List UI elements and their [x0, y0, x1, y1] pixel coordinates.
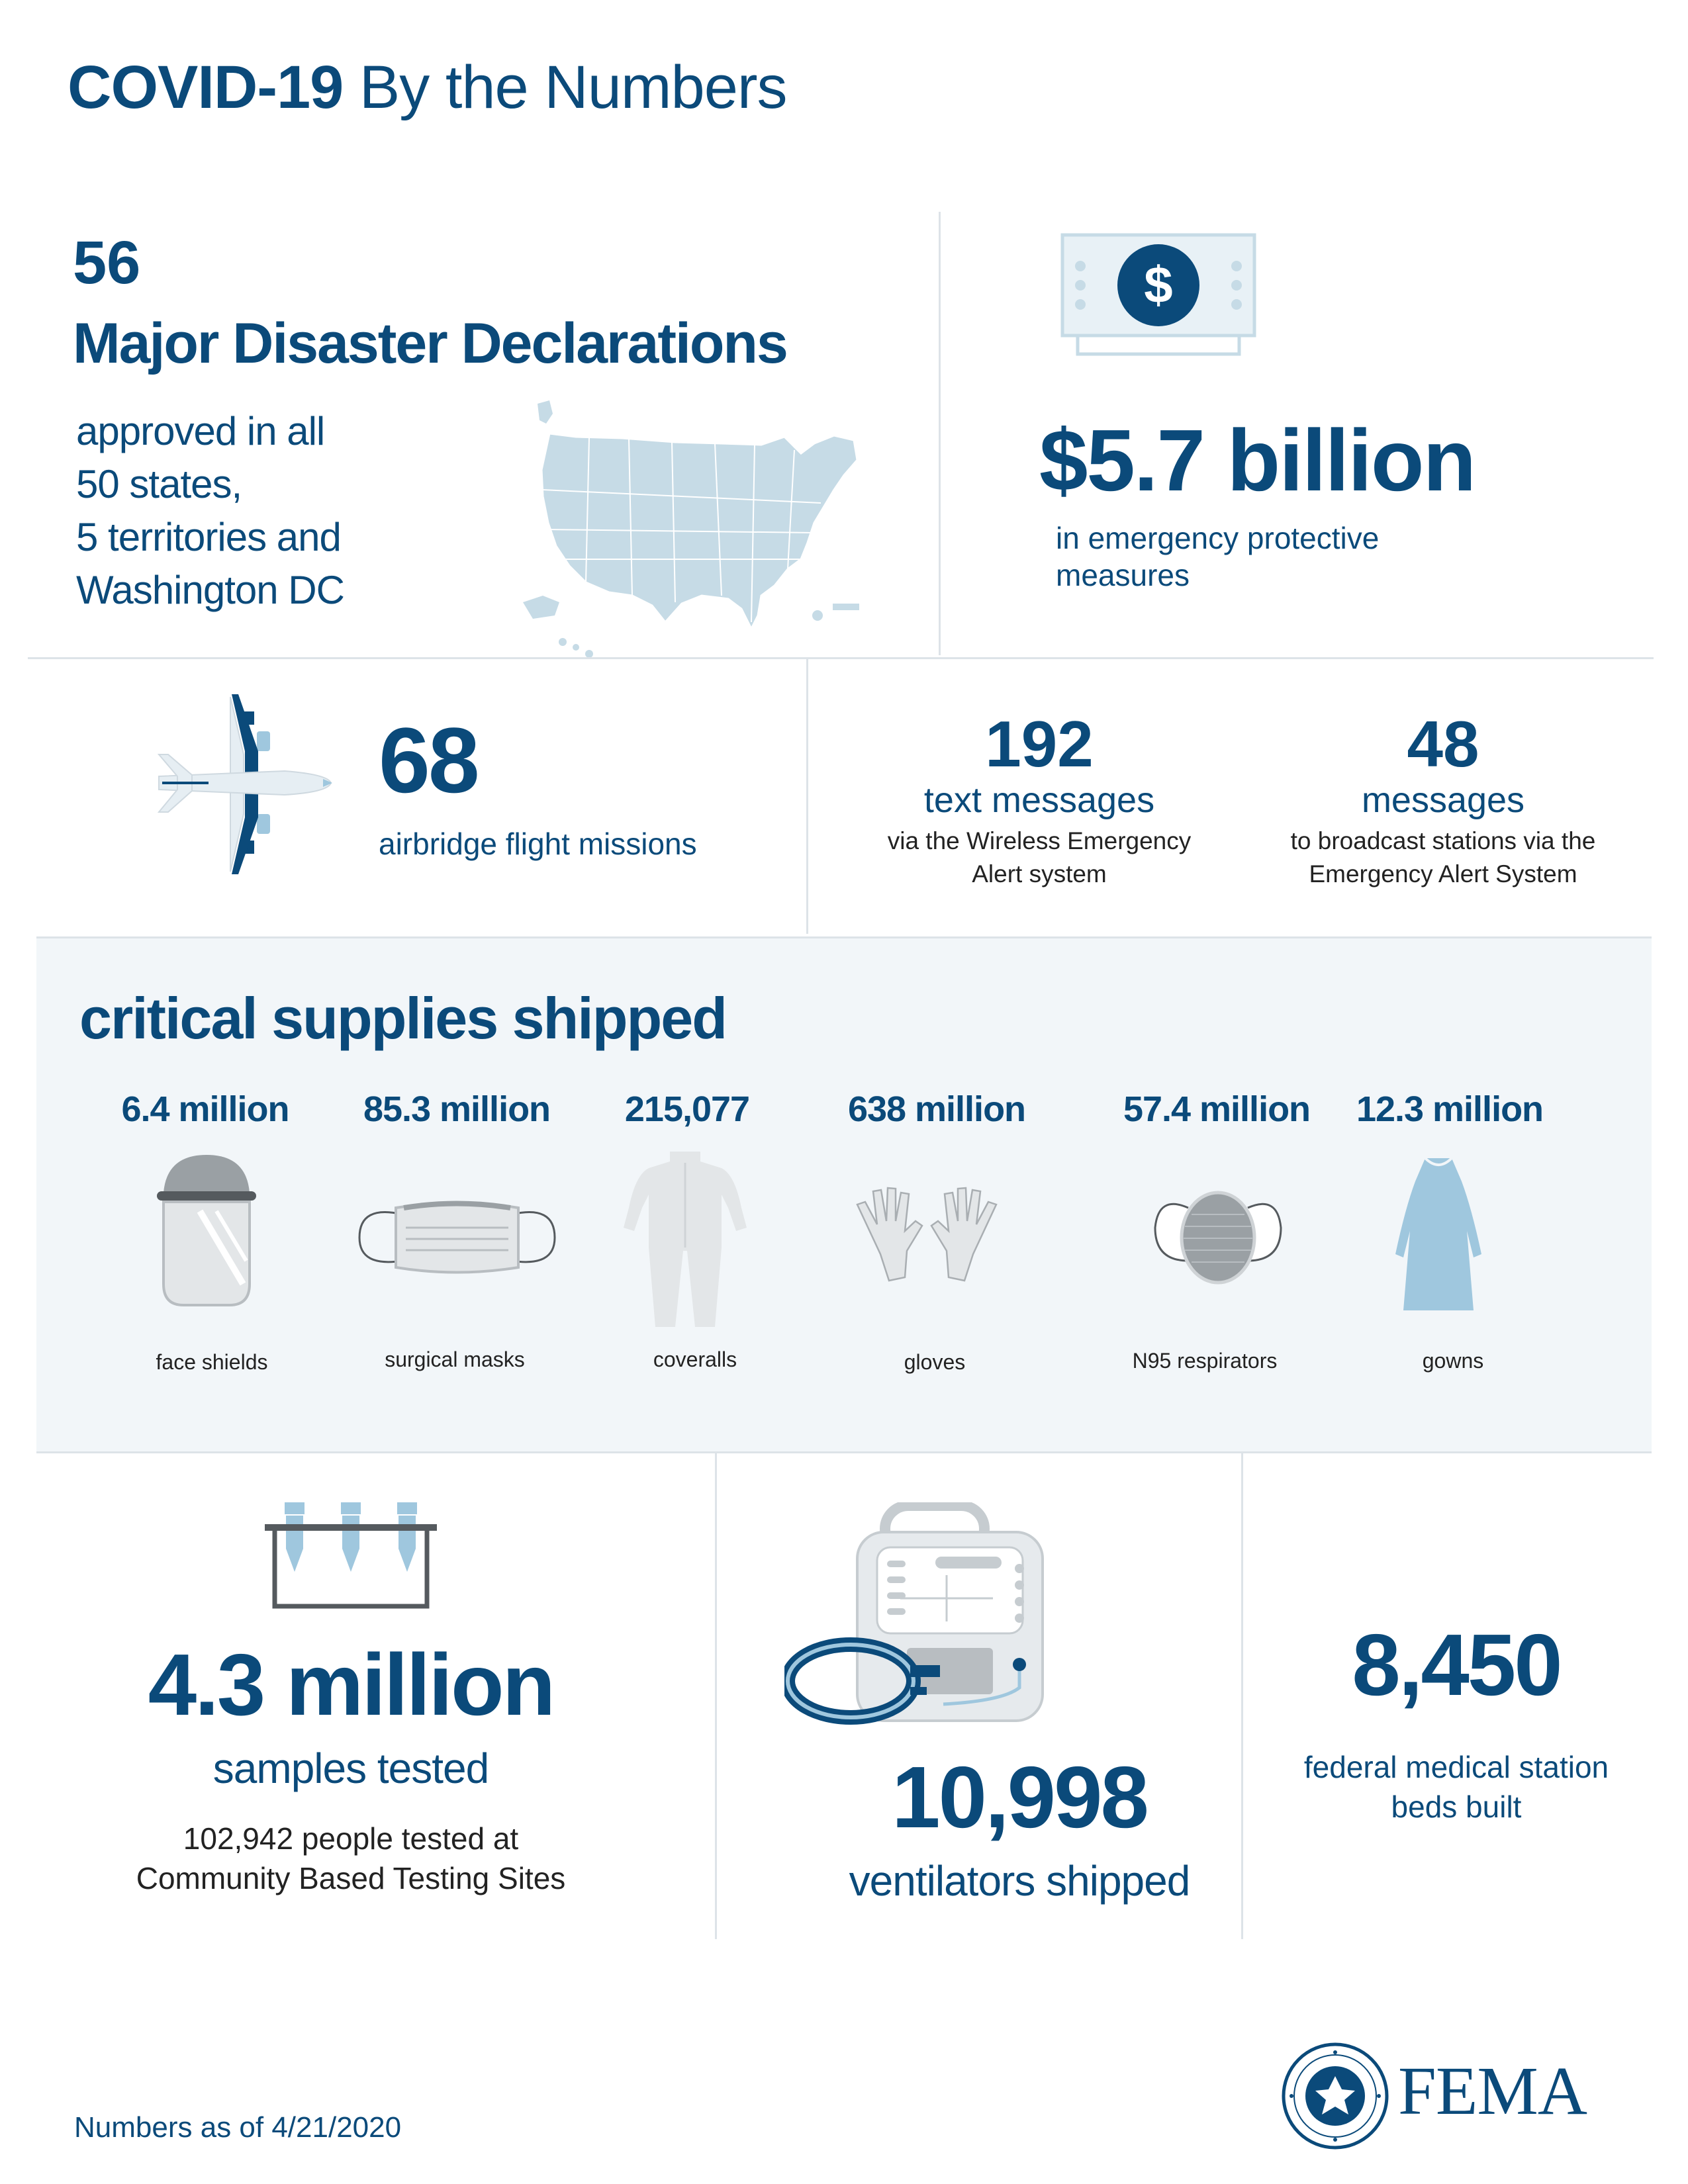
- beds-label: [1258, 1747, 1655, 1827]
- testing-number: 4.3 million: [148, 1636, 554, 1733]
- declarations-title: Major Disaster Declarations: [73, 312, 787, 375]
- divider: [28, 657, 1654, 659]
- date-note: Numbers as of 4/21/2020: [74, 2111, 402, 2144]
- texts-sub-line: Alert system: [972, 860, 1107, 887]
- ventilator-icon: [784, 1502, 1049, 1727]
- supply-label: surgical masks: [385, 1347, 525, 1371]
- beds-label-line: federal medical station: [1303, 1750, 1609, 1784]
- funding-amount: $5.7 billion: [1039, 412, 1476, 509]
- coverall-icon: [622, 1148, 748, 1330]
- page-title: [68, 53, 787, 122]
- broadcast-sub-line: to broadcast stations via the: [1290, 827, 1596, 854]
- declarations-desc: [76, 405, 344, 617]
- flights-label: airbridge flight missions: [379, 827, 697, 861]
- test-tubes-icon: [265, 1499, 437, 1612]
- fema-logo-text: FEMA: [1398, 2053, 1587, 2129]
- declarations-number: 56: [73, 229, 141, 296]
- declarations-line: 5 territories and: [76, 515, 341, 559]
- n95-respirator-icon: [1152, 1188, 1284, 1287]
- page-title-bold: COVID-19: [68, 54, 344, 121]
- beds-label-line: beds built: [1391, 1790, 1522, 1824]
- texts-sub-line: via the Wireless Emergency: [887, 827, 1192, 854]
- declarations-line: Washington DC: [76, 568, 344, 612]
- testing-sub-line: 102,942 people tested at: [183, 1821, 519, 1856]
- texts-number: 192: [985, 707, 1094, 780]
- svg-text:$: $: [1144, 255, 1173, 314]
- supply-label: coveralls: [653, 1347, 737, 1371]
- supply-value: 638 million: [847, 1089, 1026, 1129]
- funding-desc-line: in emergency protective: [1056, 521, 1380, 555]
- page-title-rest: By the Numbers: [359, 54, 787, 121]
- supply-value: 57.4 million: [1123, 1089, 1311, 1129]
- supply-value: 12.3 million: [1356, 1089, 1544, 1129]
- divider: [715, 1453, 717, 1939]
- gown-icon: [1389, 1155, 1488, 1314]
- airplane-icon: [146, 692, 338, 877]
- supplies-heading: critical supplies shipped: [79, 985, 726, 1051]
- supply-value: 215,077: [624, 1089, 750, 1129]
- texts-sub: [854, 825, 1225, 891]
- face-shield-icon: [154, 1152, 259, 1310]
- broadcast-sub: [1244, 825, 1642, 891]
- supply-label: gowns: [1422, 1349, 1484, 1373]
- supply-value: 85.3 million: [363, 1089, 551, 1129]
- broadcast-label: messages: [1361, 780, 1525, 820]
- divider: [1241, 1453, 1243, 1939]
- testing-sub: [40, 1819, 662, 1898]
- declarations-line: 50 states,: [76, 462, 242, 506]
- surgical-mask-icon: [356, 1198, 558, 1277]
- dollar-bill-icon: [1059, 232, 1258, 371]
- flights-number: 68: [379, 708, 478, 812]
- testing-label: samples tested: [212, 1745, 489, 1792]
- supply-value: 6.4 million: [121, 1089, 289, 1129]
- ventilators-label: ventilators shipped: [849, 1857, 1190, 1905]
- supply-label: face shields: [156, 1350, 268, 1374]
- ventilators-number: 10,998: [892, 1749, 1147, 1846]
- broadcast-sub-line: Emergency Alert System: [1309, 860, 1577, 887]
- dhs-seal-icon: [1281, 2042, 1390, 2151]
- funding-desc-line: measures: [1056, 558, 1190, 592]
- divider: [806, 659, 808, 934]
- us-map-icon: [523, 397, 867, 662]
- declarations-line: approved in all: [76, 409, 325, 453]
- texts-label: text messages: [923, 780, 1155, 820]
- beds-number: 8,450: [1352, 1616, 1561, 1713]
- divider: [939, 212, 941, 655]
- broadcast-number: 48: [1407, 707, 1479, 780]
- supply-label: gloves: [904, 1350, 966, 1374]
- gloves-icon: [851, 1185, 1003, 1284]
- funding-desc: [1056, 520, 1379, 594]
- supply-label: N95 respirators: [1132, 1349, 1278, 1373]
- testing-sub-line: Community Based Testing Sites: [136, 1861, 566, 1895]
